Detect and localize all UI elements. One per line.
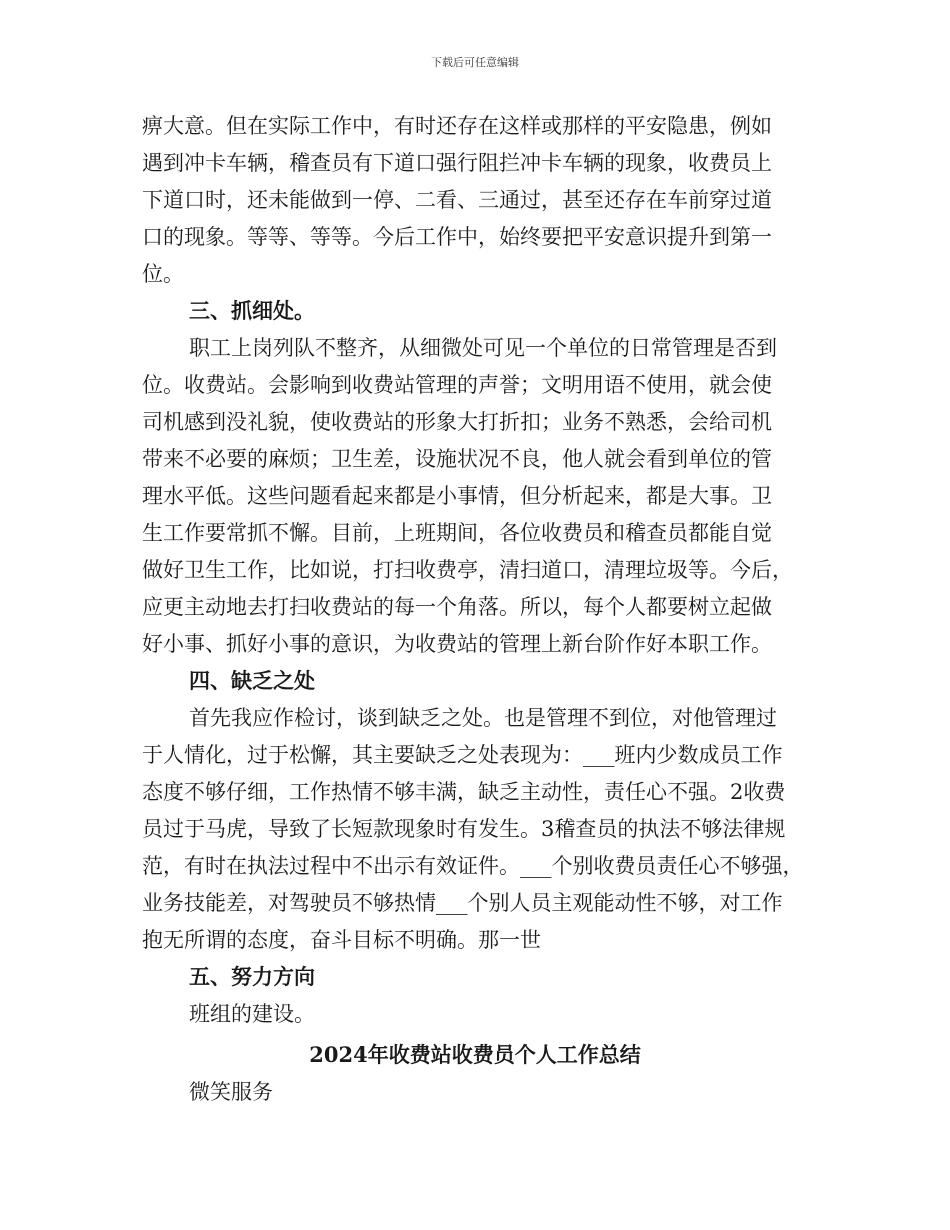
body-line: 位。收费站。会影响到收费站管理的声誉；文明用语不使用，就会使	[142, 373, 772, 397]
section-heading: 三、抓细处。	[189, 298, 315, 323]
body-line: 业务技能差，对驾驶员不够热情___个别人员主观能动性不够，对工作	[142, 891, 783, 915]
body-line: 范，有时在执法过程中不出示有效证件。___个别收费员责任心不够强，	[142, 854, 804, 878]
body-line: 首先我应作检讨，谈到缺乏之处。也是管理不到位，对他管理过	[189, 706, 777, 730]
body-line: 痹大意。但在实际工作中，有时还存在这样或那样的平安隐患，例如	[142, 114, 772, 138]
body-line: 位。	[142, 262, 184, 286]
section-heading: 五、努力方向	[189, 964, 315, 989]
document-title: 2024年收费站收费员个人工作总结	[309, 1042, 641, 1067]
page-header-note: 下载后可任意编辑	[431, 56, 519, 69]
body-line: 员过于马虎，导致了长短款现象时有发生。3稽查员的执法不够法律规	[142, 817, 786, 841]
body-line: 微笑服务	[189, 1080, 273, 1104]
body-line: 做好卫生工作，比如说，打扫收费亭，清扫道口，清理垃圾等。今后，	[142, 558, 793, 582]
body-line: 理水平低。这些问题看起来都是小事情，但分析起来，都是大事。卫	[142, 484, 772, 508]
body-line: 带来不必要的麻烦；卫生差，设施状况不良，他人就会看到单位的管	[142, 447, 772, 471]
section-heading: 四、缺乏之处	[189, 668, 315, 693]
body-line: 司机感到没礼貌，使收费站的形象大打折扣；业务不熟悉，会给司机	[142, 410, 772, 434]
body-line: 于人情化，过于松懈，其主要缺乏之处表现为：___班内少数成员工作	[142, 743, 783, 767]
body-line: 口的现象。等等、等等。今后工作中，始终要把平安意识提升到第一	[142, 225, 772, 249]
body-line: 好小事、抓好小事的意识，为收费站的管理上新台阶作好本职工作。	[142, 632, 772, 656]
body-line: 生工作要常抓不懈。目前，上班期间，各位收费员和稽查员都能自觉	[142, 521, 772, 545]
body-line: 职工上岗列队不整齐，从细微处可见一个单位的日常管理是否到	[189, 336, 777, 360]
body-line: 抱无所谓的态度，奋斗目标不明确。那一世	[142, 928, 541, 952]
body-line: 态度不够仔细，工作热情不够丰满，缺乏主动性，责任心不强。2收费	[142, 780, 786, 804]
body-line: 应更主动地去打扫收费站的每一个角落。所以，每个人都要树立起做	[142, 595, 772, 619]
body-line: 遇到冲卡车辆，稽查员有下道口强行阻拦冲卡车辆的现象，收费员上	[142, 151, 772, 175]
body-line: 班组的建设。	[189, 1002, 315, 1026]
body-line: 下道口时，还未能做到一停、二看、三通过，甚至还存在车前穿过道	[142, 188, 772, 212]
